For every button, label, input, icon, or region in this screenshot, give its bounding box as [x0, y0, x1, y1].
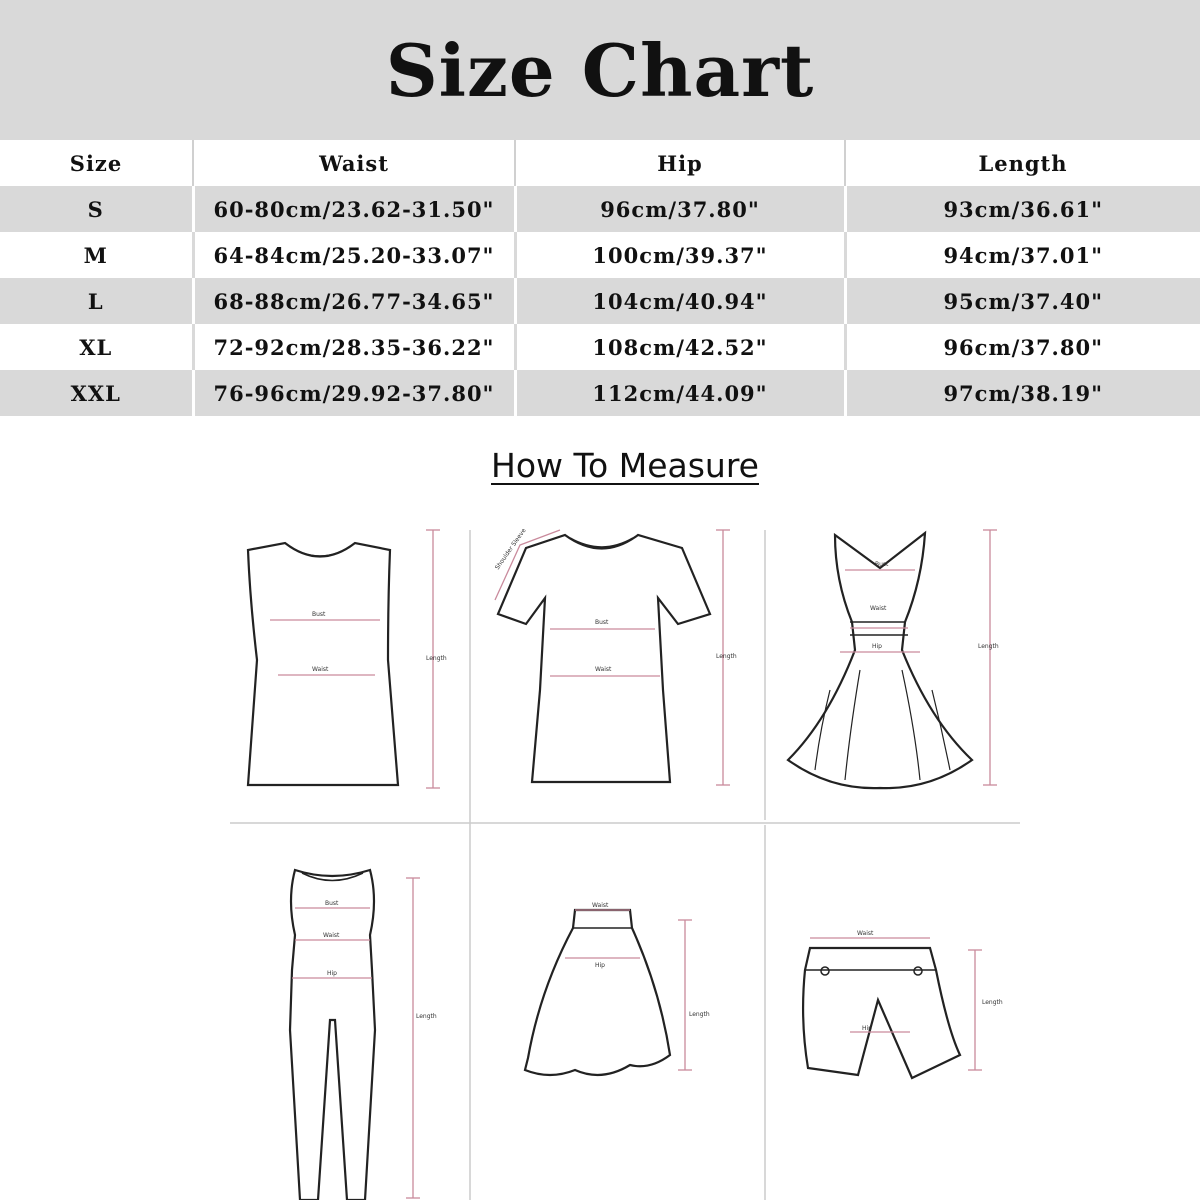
how-to-measure-panel: [230, 430, 1020, 1200]
svg-text:Waist: Waist: [857, 930, 874, 937]
how-to-measure-title: [230, 446, 1020, 485]
cell-length: 97cm/38.19": [845, 370, 1200, 416]
size-table: [0, 140, 1200, 416]
title-banner: [0, 0, 1200, 140]
measure-illustrations: [230, 430, 1020, 1200]
dress-icon: [788, 530, 999, 788]
cell-size: XXL: [0, 370, 193, 416]
svg-text:Hip: Hip: [327, 970, 337, 977]
svg-text:Bust: Bust: [312, 611, 326, 618]
cell-hip: 104cm/40.94": [515, 278, 845, 324]
jumpsuit-icon: [290, 870, 437, 1200]
table-row: [0, 232, 1200, 278]
svg-text:Waist: Waist: [592, 902, 609, 909]
cell-waist: 60-80cm/23.62-31.50": [193, 186, 515, 232]
cell-waist: 76-96cm/29.92-37.80": [193, 370, 515, 416]
tank-top-icon: [248, 530, 447, 788]
svg-text:Length: Length: [978, 643, 999, 650]
cell-length: 94cm/37.01": [845, 232, 1200, 278]
svg-text:Length: Length: [416, 1013, 437, 1020]
svg-text:Hip: Hip: [862, 1025, 872, 1032]
svg-text:Length: Length: [982, 999, 1003, 1006]
table-header-row: [0, 140, 1200, 186]
page-title: Size Chart: [385, 27, 815, 113]
svg-text:Waist: Waist: [312, 666, 329, 673]
svg-text:Length: Length: [689, 1011, 710, 1018]
cell-hip: 100cm/39.37": [515, 232, 845, 278]
header-length: Length: [845, 140, 1200, 186]
cell-hip: 108cm/42.52": [515, 324, 845, 370]
cell-length: 93cm/36.61": [845, 186, 1200, 232]
cell-hip: 96cm/37.80": [515, 186, 845, 232]
cell-length: 96cm/37.80": [845, 324, 1200, 370]
svg-text:Length: Length: [716, 653, 737, 660]
svg-text:Waist: Waist: [323, 932, 340, 939]
svg-text:Bust: Bust: [875, 561, 889, 568]
cell-waist: 72-92cm/28.35-36.22": [193, 324, 515, 370]
header-size: Size: [0, 140, 193, 186]
table-row: [0, 278, 1200, 324]
svg-text:Bust: Bust: [595, 619, 609, 626]
cell-size: XL: [0, 324, 193, 370]
cell-size: S: [0, 186, 193, 232]
svg-text:Waist: Waist: [870, 605, 887, 612]
cell-size: M: [0, 232, 193, 278]
svg-text:Shoulder Sleeve: Shoulder Sleeve: [493, 527, 528, 572]
svg-text:Hip: Hip: [872, 643, 882, 650]
header-hip: Hip: [515, 140, 845, 186]
svg-text:Bust: Bust: [325, 900, 339, 907]
header-waist: Waist: [193, 140, 515, 186]
svg-text:Hip: Hip: [595, 962, 605, 969]
how-to-measure-text: How To Measure: [491, 446, 759, 485]
svg-text:Waist: Waist: [595, 666, 612, 673]
t-shirt-icon: [494, 527, 737, 785]
cell-waist: 68-88cm/26.77-34.65": [193, 278, 515, 324]
cell-length: 95cm/37.40": [845, 278, 1200, 324]
table-row: [0, 370, 1200, 416]
skirt-icon: [525, 902, 710, 1075]
shorts-icon: [803, 930, 1003, 1078]
table-row: [0, 186, 1200, 232]
cell-hip: 112cm/44.09": [515, 370, 845, 416]
svg-text:Length: Length: [426, 655, 447, 662]
cell-waist: 64-84cm/25.20-33.07": [193, 232, 515, 278]
cell-size: L: [0, 278, 193, 324]
table-row: [0, 324, 1200, 370]
